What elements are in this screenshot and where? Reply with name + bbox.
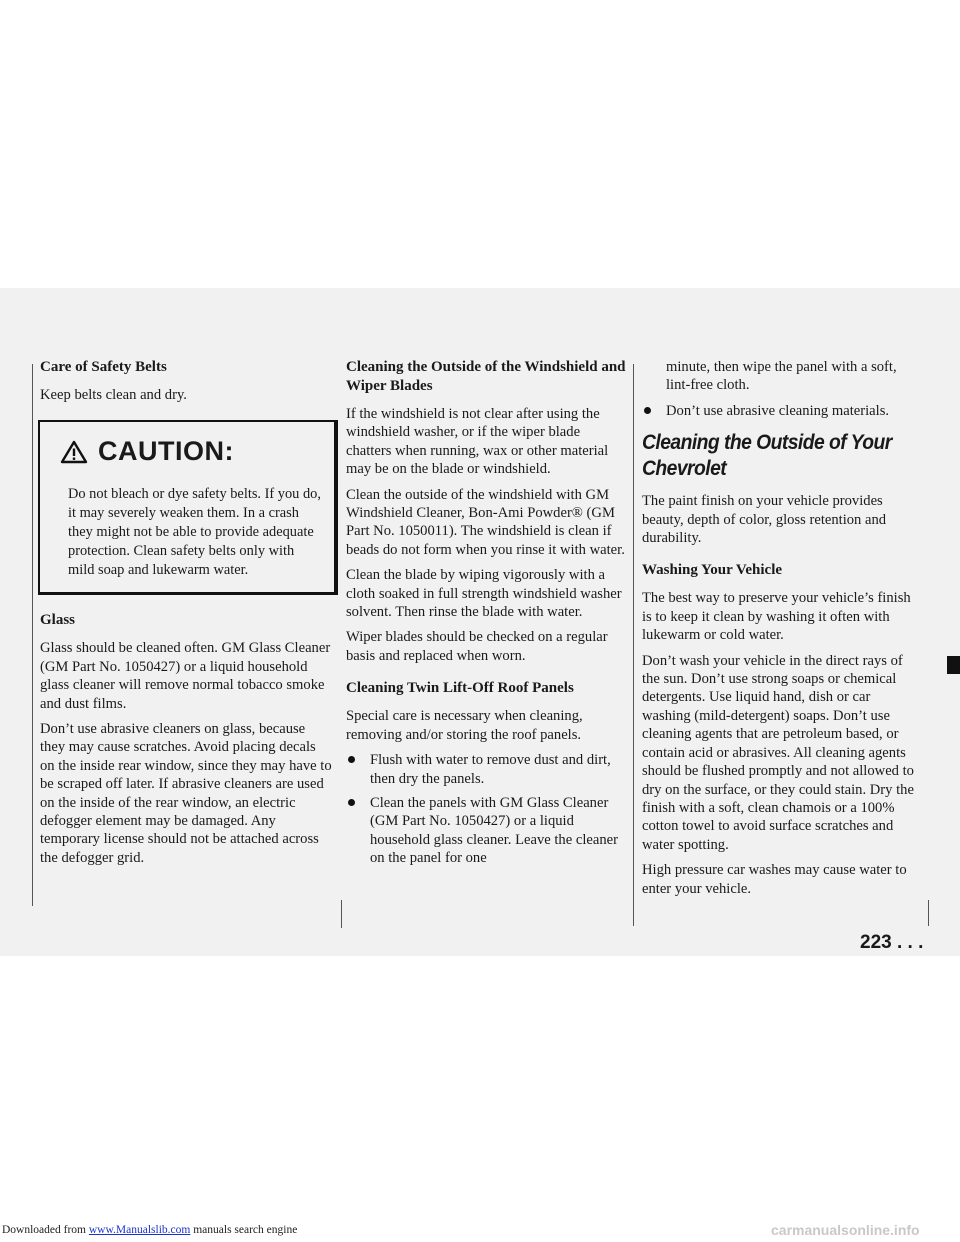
- caution-title: CAUTION:: [98, 436, 234, 467]
- caution-box: [38, 420, 338, 595]
- bullet-icon: [644, 407, 651, 414]
- column-right: [642, 358, 922, 905]
- paragraph: Don’t wash your vehicle in the direct rays of the sun. Don’t use strong soaps or chemical detergents. Use liquid hand, dish or car washing (mild-detergent) soaps. Don’t use cleaning agents that are petroleum based, or contain acid or abrasives. All cleaning agents should be flushed promptly and not allowed to dry on the surface, or they could stain. Dry the finish with a soft, clean chamois or a 100% cotton towel to avoid surface scratches and water spotting.: [642, 652, 914, 853]
- bullet-list: [642, 402, 922, 420]
- paragraph: The paint finish on your vehicle provides beauty, depth of color, gloss retention and durability.: [642, 493, 887, 547]
- watermark-link[interactable]: www.Manualslib.com: [88, 1224, 191, 1236]
- caution-text: Do not bleach or dye safety belts. If you do, it may severely weaken them. In a crash they might not be able to provide adequate protection. Clean safety belts only with mild soap and lukewarm water.: [68, 486, 321, 579]
- paragraph: Clean the blade by wiping vigorously with a cloth soaked in full strength windshield washer solvent. Then rinse the blade with water.: [346, 567, 622, 621]
- paragraph: Don’t use abrasive cleaners on glass, because they may cause scratches. Avoid placing decals on the inside rear window, since they may have to be scraped off later. If abrasive cleaners are used on the inside of the rear window, an electric defogger element may be damaged. Any temporary license should not be attached across the defogger grid.: [40, 721, 332, 866]
- list-item-text: Don’t use abrasive cleaning materials.: [666, 402, 890, 419]
- heading-windshield: Cleaning the Outside of the Windshield and Wiper Blades: [346, 359, 626, 394]
- warning-triangle-icon: [60, 440, 88, 464]
- list-item-text: Clean the panels with GM Glass Cleaner (GM Part No. 1050427) or a liquid household glass cleaner. Leave the cleaner on the panel for one: [370, 794, 618, 867]
- paragraph: The best way to preserve your vehicle’s finish is to keep it clean by washing it often with lukewarm or cold water.: [642, 590, 911, 644]
- heading-cleaning-outside: Cleaning the Outside of Your Chevrolet: [642, 431, 892, 481]
- column-middle: [346, 358, 628, 874]
- paragraph: Glass should be cleaned often. GM Glass Cleaner (GM Part No. 1050427) or a liquid household glass cleaner will remove normal tobacco smoke and dust films.: [40, 640, 331, 712]
- list-item: [642, 402, 922, 420]
- list-item: [346, 751, 628, 788]
- paragraph-continued: minute, then wipe the panel with a soft, lint-free cloth.: [666, 359, 897, 394]
- column-rule: [341, 900, 342, 928]
- list-item-text: Flush with water to remove dust and dirt, then dry the panels.: [370, 752, 611, 787]
- paragraph: If the windshield is not clear after using the windshield washer, or if the wiper blade chatters when running, wax or other material may be on the blade or windshield.: [346, 406, 609, 478]
- watermark-suffix: manuals search engine: [190, 1224, 298, 1236]
- section-tab-marker: [947, 656, 960, 674]
- paragraph: High pressure car washes may cause water to enter your vehicle.: [642, 862, 907, 897]
- heading-glass: Glass: [40, 612, 76, 629]
- heading-care-of-safety-belts: Care of Safety Belts: [40, 359, 167, 375]
- list-item: [346, 794, 628, 868]
- paragraph: Special care is necessary when cleaning, removing and/or storing the roof panels.: [346, 708, 583, 743]
- column-rule: [633, 364, 634, 926]
- column-rule: [32, 364, 33, 906]
- page-number: 223 . . .: [860, 932, 924, 953]
- paragraph: Clean the outside of the windshield with GM Windshield Cleaner, Bon-Ami Powder® (GM Part No. 1050011). The windshield is clean if beads do not form when you rinse it with water.: [346, 486, 625, 558]
- bullet-icon: [348, 799, 355, 806]
- heading-roof-panels: Cleaning Twin Lift-Off Roof Panels: [346, 680, 574, 697]
- watermark-right: carmanualsonline.info: [771, 1222, 920, 1238]
- column-rule: [928, 900, 929, 926]
- watermark-source: [2, 1224, 297, 1236]
- paragraph: Keep belts clean and dry.: [40, 387, 187, 403]
- bullet-icon: [348, 756, 355, 763]
- paragraph: Wiper blades should be checked on a regular basis and replaced when worn.: [346, 629, 608, 664]
- watermark-prefix: Downloaded from: [2, 1224, 89, 1236]
- bullet-list: [346, 751, 628, 867]
- column-left: [40, 358, 332, 874]
- caution-header: [60, 436, 322, 467]
- heading-washing: Washing Your Vehicle: [642, 562, 783, 579]
